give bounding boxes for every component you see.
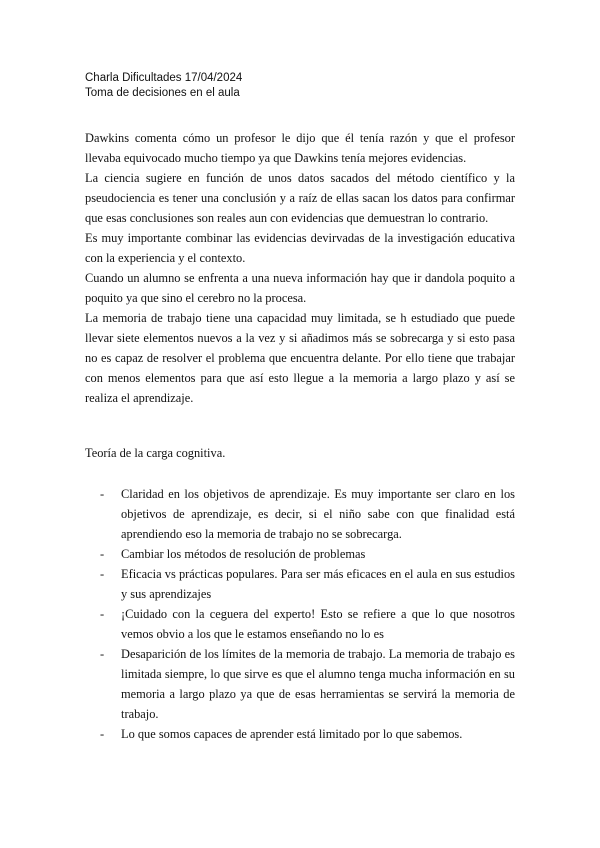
paragraph-dawkins: Dawkins comenta cómo un profesor le dijo que él tenía razón y que el profesor llevaba equivocado mucho tiempo ya que Dawkins tenía mejores evidencias. <box>85 131 515 165</box>
paragraph-ciencia: La ciencia sugiere en función de unos datos sacados del método científico y la pseudociencia es tener una conclusión y a raíz de ellas sacan los datos para confirmar que esas conclusiones son reales aun con evidencias que demuestran lo contrario. <box>85 171 515 225</box>
bullet-dash: - <box>100 487 105 501</box>
list-item <box>100 564 515 604</box>
list-item <box>100 604 515 644</box>
list-item-text: Eficacia vs prácticas populares. Para ser más eficaces en el aula en sus estudios y sus aprendizajes <box>121 567 515 601</box>
list-item-text: Cambiar los métodos de resolución de problemas <box>121 547 366 561</box>
bullet-dash: - <box>100 607 105 621</box>
bullet-dash: - <box>100 547 105 561</box>
list-item-text: ¡Cuidado con la ceguera del experto! Esto se refiere a que lo que nosotros vemos obvio a los que le estamos enseñando no lo es <box>121 607 515 641</box>
list-item <box>100 484 515 544</box>
header-title: Charla Dificultades 17/04/2024 <box>85 72 243 84</box>
list-item <box>100 544 515 564</box>
bullet-dash: - <box>100 647 105 661</box>
bullet-dash: - <box>100 727 105 741</box>
list-item-text: Claridad en los objetivos de aprendizaje. Es muy importante ser claro en los objetivos de aprendizaje, es decir, si el niño sabe con que finalidad está aprendiendo eso la memoria de trabajo no se sobrecarga. <box>121 487 515 541</box>
document-header <box>85 71 515 101</box>
body-text <box>85 128 515 408</box>
paragraph-evidencias: Es muy importante combinar las evidencias devirvadas de la investigación educativa con la experiencia y el contexto. <box>85 231 515 265</box>
list-item <box>100 724 515 744</box>
paragraph-memoria: La memoria de trabajo tiene una capacidad muy limitada, se h estudiado que puede llevar siete elementos nuevos a la vez y si añadimos más se sobrecarga y si esto pasa no es capaz de resolver el problema que encuentra delante. Por ello tiene que trabajar con menos elementos para que así esto llegue a la memoria a largo plazo y así se realiza el aprendizaje. <box>85 311 515 405</box>
paragraph-alumno: Cuando un alumno se enfrenta a una nueva información hay que ir dandola poquito a poquito ya que sino el cerebro no la procesa. <box>85 271 515 305</box>
list-item-text: Lo que somos capaces de aprender está limitado por lo que sabemos. <box>121 727 463 741</box>
bullet-dash: - <box>100 567 105 581</box>
section-title: Teoría de la carga cognitiva. <box>85 446 226 460</box>
list-item <box>100 644 515 724</box>
list-item-text: Desaparición de los límites de la memoria de trabajo. La memoria de trabajo es limitada siempre, lo que sirve es que el alumno tenga mucha información en su memoria a largo plazo ya que de esas herramientas se servirá la memoria de trabajo. <box>121 647 515 721</box>
bullet-list <box>100 484 515 744</box>
header-subtitle: Toma de decisiones en el aula <box>85 87 240 99</box>
